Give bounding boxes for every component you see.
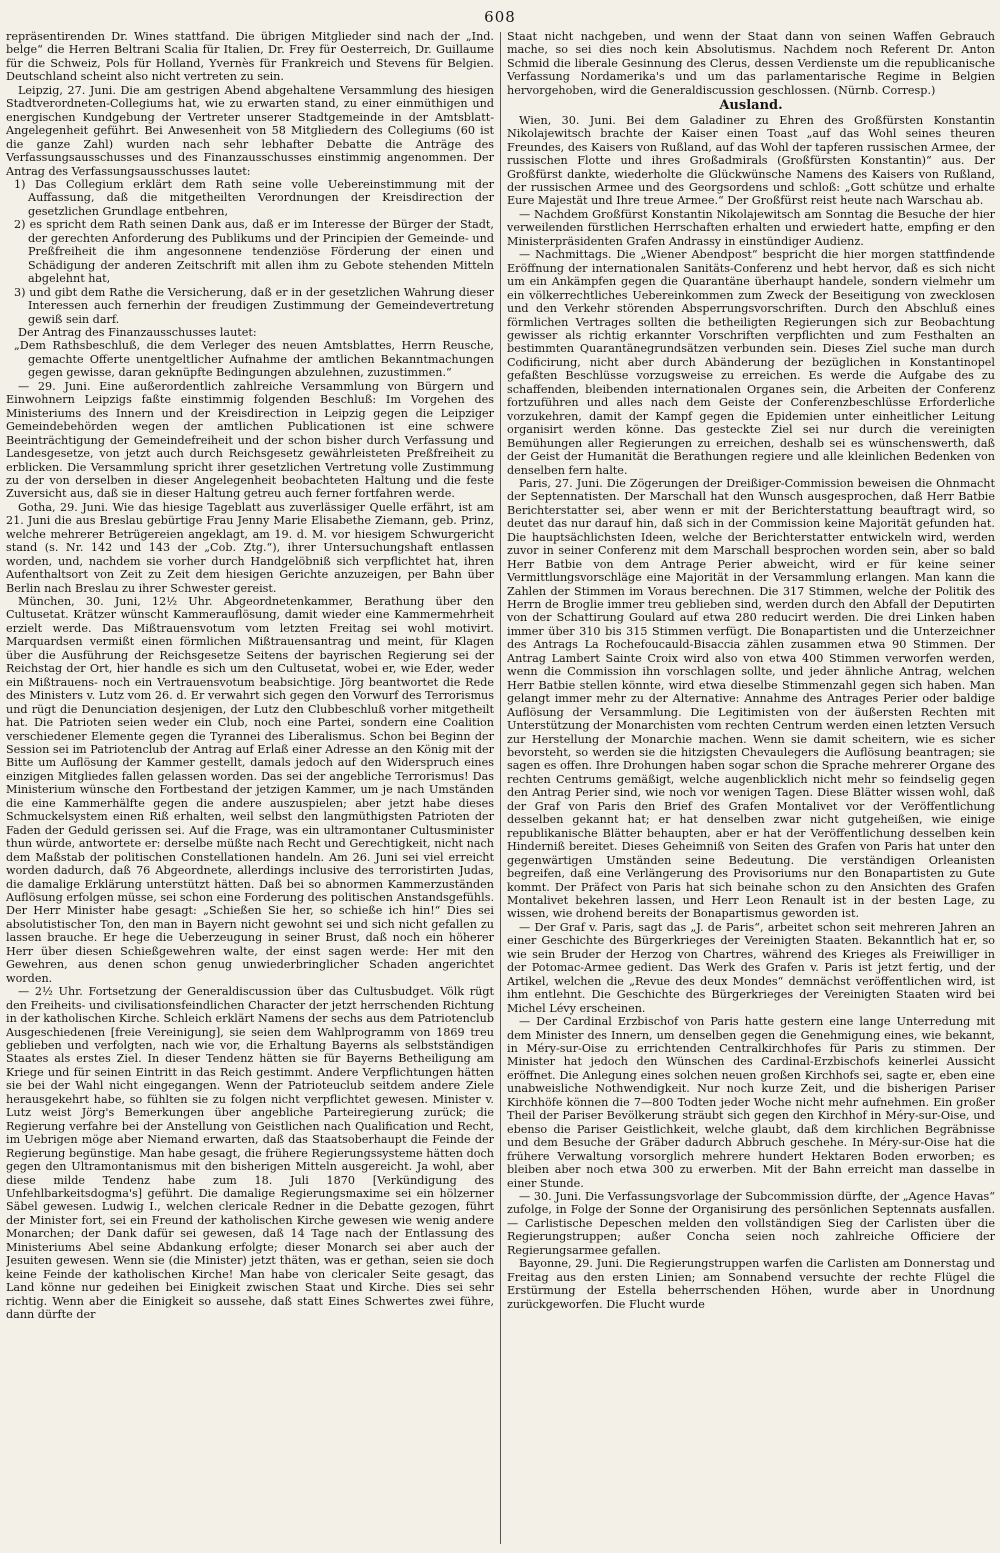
article-paragraph: Staat nicht nachgeben, und wenn der Staat dann von seinen Waffen Gebrauch mache, so sei dies noch kein Absolutismus. Nachdem noch Referent Dr. Anton Schmid die liberale Gesinnung des Clerus, dessen Verdienste um die republicanische Verfassung Nordamerika's und um das parlamentarische Regime in Belgien hervorgehoben, wird die Generaldiscussion geschlossen. (Nürnb. Corresp.) xyxy=(507,30,995,97)
article-paragraph-bayonne: Bayonne, 29. Juni. Die Regierungstruppen warfen die Carlisten am Donnerstag und Freitag aus den ersten Linien; am Sonnabend versuchte der rechte Flügel die Erstürmung der Estella beherrschenden Höhen, wurde aber in Unordnung zurückgeworfen. Die Flucht wurde xyxy=(507,1257,995,1311)
article-paragraph-paris: Paris, 27. Juni. Die Zögerungen der Dreißiger-Commission beweisen die Ohnmacht der Septennatisten. Der Marschall hat den Wunsch ausgesprochen, daß Herr Batbie Berichterstatter sei, aber wenn er mit der Berichterstattung beauftragt wird, so deutet das nur darauf hin, daß sich in der Commission keine Majorität gefunden hat. Die hauptsächlichsten Ideen, welche der Berichterstatter entwickeln wird, werden zuvor in seiner Conferenz mit dem Marschall besprochen worden sein, aber so bald Herr Batbie von dem Antrage Perier abweicht, wird er für keine seiner Vermittlungsvorschläge eine Majorität in der Versammlung erlangen. Man kann die Zahlen der Stimmen im Voraus berechnen. Die 317 Stimmen, welche der Politik des Herrn de Broglie immer treu geblieben sind, werden durch den Abfall der Deputirten von der Schattirung Goulard auf etwa 280 reducirt werden. Die drei Linken haben immer über 310 bis 315 Stimmen verfügt. Die Bonapartisten und die Unterzeichner des Antrags La Rochefoucauld-Bisaccia zählen zusammen etwa 90 Stimmen. Der Antrag Lambert Sainte Croix wird also von etwa 400 Stimmen verworfen werden, wenn die Commission ihn vorschlagen sollte, und jeder ähnliche Antrag, welchen Herr Batbie stellen könnte, wird etwa dieselbe Stimmenzahl gegen sich haben. Man gelangt immer mehr zu der Alternative: Annahme des Antrages Perier oder baldige Auflösung der Versammlung. Die Legitimisten von der äußersten Rechten mit Unterstützung der Monarchisten vom rechten Centrum werden einen letzten Versuch zur Herstellung der Monarchie machen. Wenn sie damit scheitern, wie es sicher bevorsteht, so werden sie die hitzigsten Chevaulegers die Auflösung beantragen; sie sagen es offen. Ihre Drohungen haben sogar schon die Sprache mehrerer Organe des rechten Centrums gemäßigt, welche augenblicklich nicht mehr so feindselig gegen den Antrag Perier sind, wie noch vor wenigen Tagen. Diese Blätter wissen wohl, daß der Graf von Paris den Brief des Grafen Montalivet vor der Veröffentlichung desselben gekannt hat; er hat denselben zwar nicht gutgeheißen, wie einige republikanische Blätter behaupten, aber er hat der Veröffentlichung desselben kein Hinderniß bereitet. Dieses Geheimniß von Seiten des Grafen von Paris hat unter den gegenwärtigen Umständen seine Bedeutung. Die verständigen Orleanisten begreifen, daß eine Verlängerung des Provisoriums nur den Bonapartisten zu Gute kommt. Der Präfect von Paris hat sich beinahe schon zu den Ansichten des Grafen Montalivet bekehren lassen, und Herr Leon Renault ist in der besten Lage, zu wissen, wie drohend bereits der Bonapartismus geworden ist. xyxy=(507,476,995,921)
article-paragraph: — 29. Juni. Eine außerordentlich zahlreiche Versammlung von Bürgern und Einwohnern Leipzigs faßte einstimmig folgenden Beschluß: Im Vorgehen des Ministeriums des Innern und der Kreisdirection in Leipzig gegen die Leipziger Gemeindebehörden wegen der amtlichen Publicationen ist eine schwere Beeinträchtigung der Gemeindefreiheit und der schon bisher durch Verfassung und Landesgesetze, von jetzt auch durch Reichsgesetz gewährleisteten Preßfreiheit zu erblicken. Die Versammlung spricht ihrer gesetzlichen Vertretung volle Zustimmung zu der von derselben in dieser Angelegenheit beobachteten Haltung und die feste Zuversicht aus, daß sie in dieser Haltung getreu auch ferner fortfahren werde. xyxy=(6,379,494,501)
left-column xyxy=(6,30,494,1548)
motion-item-2: 2) es spricht dem Rath seinen Dank aus, daß er im Interesse der Bürger der Stadt, der gerechten Anforderung des Publikums und der Principien der Gemeinde- und Preßfreiheit die ihm angesonnene tendenziöse Förderung der einen und Schädigung der anderen Zeitschrift mit allen ihm zu Gebote stehenden Mitteln abgelehnt hat, xyxy=(14,218,494,286)
page-number: 608 xyxy=(484,8,516,26)
article-paragraph: — Der Cardinal Erzbischof von Paris hatte gestern eine lange Unterredung mit dem Minister des Innern, um denselben gegen die Genehmigung eines, wie bekannt, in Méry-sur-Oise zu errichtenden Centralkirchhofes für Paris zu stimmen. Der Minister hat jedoch den Wünschen des Cardinal-Erzbischofs keinerlei Aussicht eröffnet. Die Anlegung eines solchen neuen großen Kirchhofs sei, sagte er, eben eine unabweisliche Nothwendigkeit. Nur noch kurze Zeit, und die bisherigen Pariser Kirchhöfe können die 7—800 Todten jeder Woche nicht mehr aufnehmen. Ein großer Theil der Pariser Bevölkerung sträubt sich gegen den Kirchhof in Méry-sur-Oise, und ebenso die Pariser Geistlichkeit, welche glaubt, daß dem kirchlichen Begräbnisse und dem Besuche der Gräber dadurch Abbruch geschehe. In Méry-sur-Oise hat die frühere Verwaltung vorsorglich mehrere hundert Hektaren Boden erworben; es bleiben aber noch etwa 300 zu erwerben. Mit der Bahn erreicht man dasselbe in einer Stunde. xyxy=(507,1015,995,1190)
column-divider xyxy=(500,32,501,1544)
article-paragraph-muenchen: München, 30. Juni, 12½ Uhr. Abgeordnetenkammer, Berathung über den Cultusetat. Krätzer wünscht Kammerauflösung, damit wieder eine Kammermehrheit erzielt werde. Das Mißtrauensvotum vom letzten Freitag sei wohl motivirt. Marquardsen vermißt einen förmlichen Mißtrauensantrag und meint, für Klagen über die Ausführung der Reichsgesetze Seitens der bayrischen Regierung sei der Reichstag der Ort, hier handle es sich um den Cultusetat, wobei er, wie Eder, weder ein Mißtrauens- noch ein Vertrauensvotum beabsichtige. Jörg beantwortet die Rede des Ministers v. Lutz vom 26. d. Er verwahrt sich gegen den Vorwurf des Terrorismus und rügt die Denunciation desjenigen, der Lutz den Clubbeschluß vorher mitgetheilt hat. Die Patrioten seien weder ein Club, noch eine Partei, sondern eine Coalition verschiedener Elemente gegen die Tyrannei des Liberalismus. Schon bei Beginn der Session sei im Patriotenclub der Antrag auf Erlaß einer Adresse an den König mit der Bitte um Auflösung der Kammer gestellt, damals jedoch auf den Widerspruch eines einzigen Mitgliedes fallen gelassen worden. Das sei der angebliche Terrorismus! Das Ministerium wünsche den Fortbestand der jetzigen Kammer, um je nach Umständen die eine Kammerhälfte gegen die andere auszuspielen; aber jetzt habe dieses Schmuckelsystem einen Riß erhalten, weil selbst den langmüthigsten Patrioten der Faden der Geduld gerissen sei. Auf die Frage, was ein ultramontaner Cultusminister thun würde, antwortete er: derselbe müßte nach Recht und Gerechtigkeit, nicht nach dem Maßstab der politischen Constellationen handeln. Am 26. Juni sei viel erreicht worden dadurch, daß 76 Abgeordnete, allerdings inclusive des terroristirten Judas, die damalige Erklärung unterstützt hätten. Daß bei so abnormen Kammerzuständen Auflösung erfolgen müsse, sei schon eine Forderung des politischen Anstandsgefühls. Der Herr Minister habe gesagt: „Schießen Sie her, so schieße ich hin!“ Dies sei absolutistischer Ton, den man in Bayern nicht gewohnt sei und sich nicht gefallen zu lassen brauche. Er hege die Ueberzeugung in seiner Brust, daß noch ein höherer Herr über diesen Schießgewehren walte, der einst sagen werde: Her mit den Gewehren, aus denen schon genug unwiederbringlicher Schaden angerichtet worden. xyxy=(6,595,494,985)
article-paragraph-leipzig: Leipzig, 27. Juni. Die am gestrigen Abend abgehaltene Versammlung des hiesigen Stadtverordneten-Collegiums hat, wie zu erwarten stand, zu einer einmüthigen und energischen Kundgebung der Vertreter unserer Stadtgemeinde in der Amtsblatt-Angelegenheit geführt. Bei Anwesenheit von 58 Mitgliedern des Collegiums (60 ist die ganze Zahl) wurden nach sehr lebhafter Debatte die Anträge des Verfassungsausschusses und des Finanzausschusses einstimmig angenommen. Der Antrag des Verfassungsausschusses lautet: xyxy=(6,83,494,178)
article-paragraph: — Der Graf v. Paris, sagt das „J. de Paris“, arbeitet schon seit mehreren Jahren an einer Geschichte des Bürgerkrieges der Vereinigten Staaten. Bekanntlich hat er, so wie sein Bruder der Herzog von Chartres, während des Krieges als Freiwilliger in der Potomac-Armee gedient. Das Werk des Grafen v. Paris ist jetzt fertig, und der Artikel, welchen die „Revue des deux Mondes“ demnächst veröffentlichen wird, ist ihm entlehnt. Die Geschichte des Bürgerkrieges der Vereinigten Staaten wird bei Michel Lévy erscheinen. xyxy=(507,920,995,1015)
article-paragraph: — 30. Juni. Die Verfassungsvorlage der Subcommission dürfte, der „Agence Havas“ zufolge, in Folge der Sonne der Organisirung des persönlichen Septennats ausfallen. — Carlistische Depeschen melden den vollständigen Sieg der Carlisten über die Regierungstruppen; außer Concha seien noch zahlreiche Officiere der Regierungsarmee gefallen. xyxy=(507,1189,995,1257)
article-paragraph: — Nachdem Großfürst Konstantin Nikolajewitsch am Sonntag die Besuche der hier verweilenden fürstlichen Herrschaften erhalten und erwiedert hatte, empfing er den Ministerpräsidenten Grafen Andrassy in einstündiger Audienz. xyxy=(507,207,995,248)
article-paragraph: — 2½ Uhr. Fortsetzung der Generaldiscussion über das Cultusbudget. Völk rügt den Freiheits- und civilisationsfeindlichen Character der jetzt herrschenden Richtung in der katholischen Kirche. Schleich erklärt Namens der sechs aus dem Patriotenclub Ausgeschiedenen [freie Vereinigung], sie seien dem Wahlprogramm von 1869 treu geblieben und verfolgten, nach wie vor, die Erhaltung Bayerns als selbstständigen Staates als erstes Ziel. In dieser Tendenz hätten sie für Bayerns Betheiligung am Kriege und für seinen Eintritt in das Reich gestimmt. Andere Verpflichtungen hätten sie bei der Wahl nicht eingegangen. Wenn der Patrioteuclub seitdem andere Ziele herausgekehrt habe, so fühlten sie zu folgen nicht verpflichtet gewesen. Minister v. Lutz weist Jörg's Bemerkungen über angebliche Parteiregierung zurück; die Regierung verfahre bei der Anstellung von Geistlichen nach Qualification und Recht, im Uebrigen möge aber Niemand erwarten, daß das Staatsoberhaupt die Feinde der Regierung begünstige. Man habe gesagt, die frühere Regierungssysteme hätten doch gegen den Ultramontanismus mit den bisherigen Mitteln ausgereicht. Ja wohl, aber diese milde Tendenz habe zum 18. Juli 1870 [Verkündigung des Unfehlbarkeitsdogma's] geführt. Die damalige Regierungsmaxime sei ein hölzerner Säbel gewesen. Ludwig I., welchen clericale Redner in die Debatte gezogen, führt der Minister fort, sei ein Freund der katholischen Kirche gewesen wie wenig andere Monarchen; der Dank dafür sei gewesen, daß 14 Tage nach der Entlassung des Ministeriums Abel seine Abdankung erfolgte; dieser Monarch sei aber auch der Jesuiten gewesen. Wenn sie (die Minister) jetzt thäten, was er gethan, seien sie doch keine Feinde der katholischen Kirche! Man habe von clericaler Seite gesagt, das Land könne nur gedeihen bei Einigkeit zwischen Staat und Kirche. Dies sei sehr richtig. Wenn aber die Einigkeit so aussehe, daß statt Eines Schwertes zwei führe, dann dürfte der xyxy=(6,985,494,1322)
right-column xyxy=(507,30,995,1548)
article-paragraph: repräsentirenden Dr. Wines stattfand. Die übrigen Mitglieder sind nach der „Ind. belge“ die Herren Beltrani Scalia für Italien, Dr. Frey für Oesterreich, Dr. Guillaume für die Schweiz, Pols für Holland, Yvernès für Frankreich und Stevens für Belgien. Deutschland scheint also nicht vertreten zu sein. xyxy=(6,30,494,84)
section-heading-ausland: Ausland. xyxy=(719,98,783,114)
article-paragraph: — Nachmittags. Die „Wiener Abendpost“ bespricht die hier morgen stattfindende Eröffnung der internationalen Sanitäts-Conferenz und hebt hervor, daß es sich nicht um ein Ankämpfen gegen die Quarantäne überhaupt handele, sondern vielmehr um ein völkerrechtliches Uebereinkommen zum Zweck der Beseitigung von zwecklosen und den Verkehr störenden Absperrungsvorschriften. Durch den Abschluß eines förmlichen Vertrages sollten die betheiligten Regierungen sich zur Beobachtung gewisser als richtig erkannter Vorschriften verpflichten und zum Festhalten an bestimmten Quarantänegrundsätzen verbunden sein. Dieses Ziel suche man durch Codificirung, nicht aber durch Abänderung der bezüglichen in Konstantinopel gefaßten Beschlüsse vorzugsweise zu erreichen. Es werde die Aufgabe des zu schaffenden, bleibenden internationalen Organes sein, die Arbeiten der Conferenz fortzuführen und alles nach dem Geiste der Conferenzbeschlüsse Erforderliche vorzukehren, damit der Kampf gegen die Epidemien unter einheitlicher Leitung organisirt werden könne. Das gesteckte Ziel sei nur durch die vereinigten Bemühungen aller Regierungen zu erreichen, deshalb sei es wünschenswerth, daß der Geist der Humanität die Berathungen regiere und alle kleinlichen Bedenken von denselben fern halte. xyxy=(507,248,995,477)
article-paragraph-wien: Wien, 30. Juni. Bei dem Galadiner zu Ehren des Großfürsten Konstantin Nikolajewitsch brachte der Kaiser einen Toast „auf das Wohl seines theuren Freundes, des Kaisers von Rußland, auf das Wohl der tapferen russischen Armee, der russischen Flotte und ihres Großadmirals (Großfürsten Konstantin)“ aus. Der Großfürst dankte, wiederholte die Glückwünsche Namens des Kaisers von Rußland, der russischen Armee und des Georgsordens und schloß: „Gott schütze und erhalte Eure Majestät und Ihre treue Armee.“ Der Großfürst reist heute nach Warschau ab. xyxy=(507,113,995,208)
article-paragraph-gotha: Gotha, 29. Juni. Wie das hiesige Tageblatt aus zuverlässiger Quelle erfährt, ist am 21. Juni die aus Breslau gebürtige Frau Jenny Marie Elisabethe Ziemann, geb. Prinz, welche mehrerer Betrügereien angeklagt, am 19. d. M. vor hiesigem Schwurgericht stand (s. Nr. 142 und 143 der „Cob. Ztg.“), ihrer Untersuchungshaft entlassen worden, und, nachdem sie vorher durch Handgelöbniß sich verpflichtet hat, ihren Aufenthaltsort von Zeit zu Zeit dem hiesigen Gerichte anzuzeigen, per Bahn über Berlin nach Breslau zu ihrer Schwester gereist. xyxy=(6,500,494,595)
motion-item-3: 3) und gibt dem Rathe die Versicherung, daß er in der gesetzlichen Wahrung dieser Interessen auch fernerhin der freudigen Zustimmung der Gemeindevertretung gewiß sein darf. xyxy=(14,285,494,326)
quoted-motion: „Dem Rathsbeschluß, die dem Verleger des neuen Amtsblattes, Herrn Reusche, gemachte Offerte unentgeltlicher Aufnahme der amtlichen Bekanntmachungen gegen gewisse, daran geknüpfte Bedingungen abzulehnen, zuzustimmen.“ xyxy=(14,339,494,380)
article-paragraph: Der Antrag des Finanzausschusses lautet: xyxy=(18,325,257,339)
motion-item-1: 1) Das Collegium erklärt dem Rath seine volle Uebereinstimmung mit der Auffassung, daß die mitgetheilten Verordnungen der Kreisdirection der gesetzlichen Grundlage entbehren, xyxy=(14,177,494,218)
